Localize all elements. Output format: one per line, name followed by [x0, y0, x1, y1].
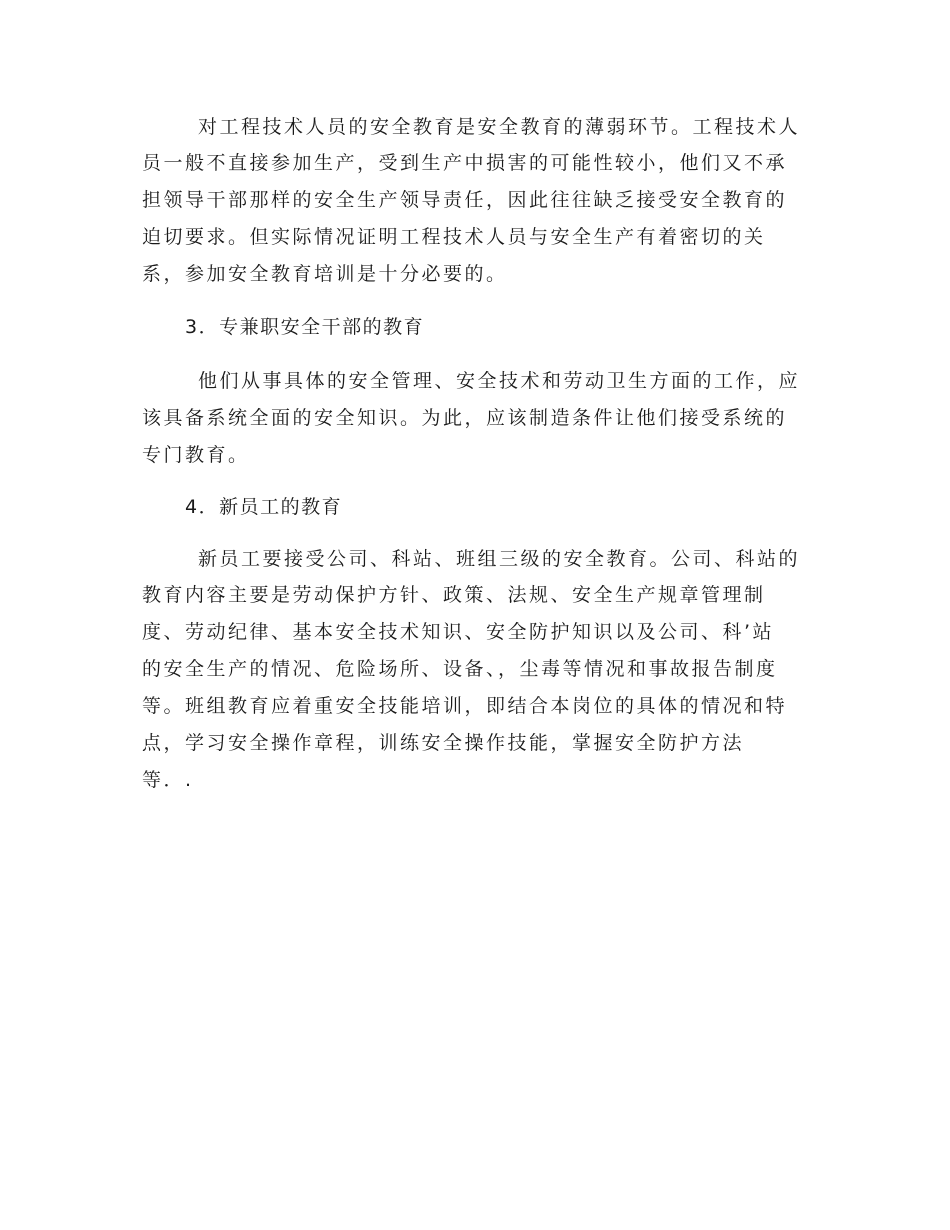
paragraph-3-line-3: 度、劳动纪律、基本安全技术知识、安全防护知识以及公司、科’站 — [142, 621, 775, 643]
paragraph-1-line-3: 担领导干部那样的安全生产领导责任，因此往往缺乏接受安全教育的 — [142, 189, 788, 211]
section-heading-4: 4．新员工的教育 — [185, 496, 343, 518]
paragraph-1-line-2: 员一般不直接参加生产，受到生产中损害的可能性较小，他们又不承 — [142, 152, 788, 174]
paragraph-3-line-1: 新员工要接受公司、科站、班组三级的安全教育。公司、科站的 — [198, 548, 801, 570]
paragraph-3-line-7: 等．. — [142, 769, 194, 791]
paragraph-3-line-5: 等。班组教育应着重安全技能培训，即结合本岗位的具体的情况和特 — [142, 695, 788, 717]
paragraph-1-line-5: 系，参加安全教育培训是十分必要的。 — [142, 263, 508, 285]
paragraph-2-line-1: 他们从事具体的安全管理、安全技术和劳动卫生方面的工作，应 — [198, 370, 801, 392]
paragraph-1-line-4: 迫切要求。但实际情况证明工程技术人员与安全生产有着密切的关 — [142, 226, 766, 248]
paragraph-3-line-2: 教育内容主要是劳动保护方针、政策、法规、安全生产规章管理制 — [142, 584, 766, 606]
paragraph-1-line-1: 对工程技术人员的安全教育是安全教育的薄弱环节。工程技术人 — [198, 116, 801, 138]
paragraph-2-line-2: 该具备系统全面的安全知识。为此，应该制造条件让他们接受系统的 — [142, 407, 788, 429]
paragraph-3-line-4: 的安全生产的情况、危险场所、设备、，尘毒等情况和事故报告制度 — [142, 658, 778, 680]
paragraph-2-line-3: 专门教育。 — [142, 444, 250, 466]
paragraph-3-line-6: 点，学习安全操作章程，训练安全操作技能，掌握安全防护方法 — [142, 732, 745, 754]
section-heading-3: 3．专兼职安全干部的教育 — [185, 316, 425, 338]
